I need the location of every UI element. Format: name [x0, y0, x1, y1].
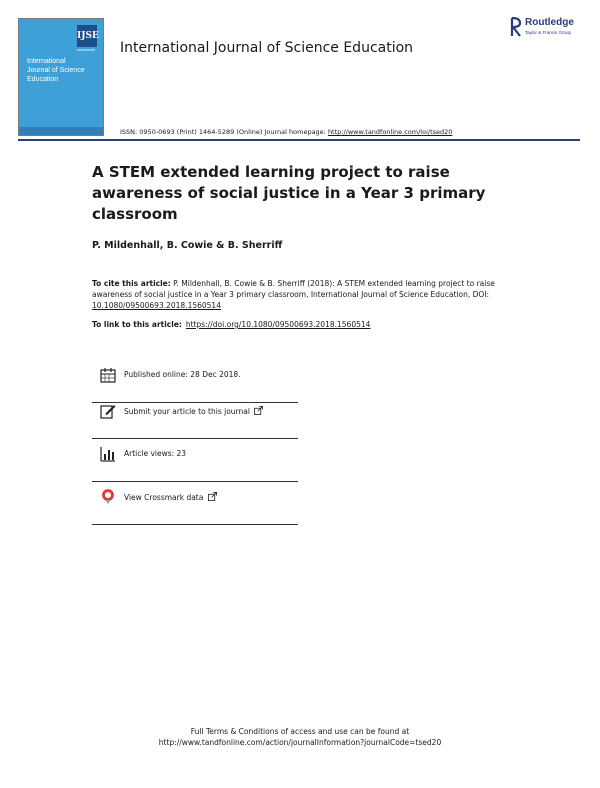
article-title: A STEM extended learning project to raise awareness of social justice in a Year 3 primary classroom: [92, 163, 486, 223]
external-link-icon: [254, 406, 263, 415]
article-authors: P. Mildenhall, B. Cowie & B. Sherriff: [92, 240, 283, 251]
submit-article-row[interactable]: [92, 403, 298, 439]
issn-text: ISSN: 0950-0693 (Print) 1464-5289 (Online) Journal homepage:: [120, 128, 328, 136]
published-online-row: [92, 367, 298, 403]
article-url-link[interactable]: https://doi.org/10.1080/09500693.2018.1560514: [185, 320, 371, 329]
cover-logo: IJSE: [77, 25, 97, 47]
footer-terms-link[interactable]: http://www.tandfonline.com/action/journalInformation?journalCode=tsed20: [158, 738, 442, 747]
published-online-label: Published online: 28 Dec 2018.: [124, 370, 241, 379]
journal-cover-image: [18, 18, 104, 136]
citation-block: [92, 278, 522, 311]
bar-chart-icon: [100, 446, 116, 462]
crossmark-link[interactable]: [124, 492, 217, 502]
footer-terms: [0, 726, 600, 748]
crossmark-label: View Crossmark data: [124, 493, 204, 502]
article-views-label: Article views: 23: [124, 449, 187, 458]
journal-title: International Journal of Science Education: [120, 40, 414, 56]
doi-link[interactable]: 10.1080/09500693.2018.1560514: [92, 301, 221, 310]
submit-article-link[interactable]: [124, 406, 263, 416]
journal-homepage-link[interactable]: http://www.tandfonline.com/loi/tsed20: [327, 128, 453, 136]
article-views-row: [92, 446, 298, 482]
link-block: [92, 320, 370, 329]
crossmark-row[interactable]: [92, 489, 298, 525]
cover-decoration: [77, 49, 95, 51]
cover-title: International Journal of Science Education: [27, 58, 85, 83]
publisher-subtitle: Taylor & Francis Group: [525, 30, 572, 35]
link-label: To link to this article:: [92, 320, 182, 329]
citation-label: To cite this article:: [92, 279, 171, 288]
publisher-logo: [510, 15, 590, 45]
calendar-icon: [100, 367, 116, 383]
publisher-name: Routledge: [525, 17, 574, 28]
routledge-r-icon: [510, 17, 522, 37]
footer-line-1: Full Terms & Conditions of access and use can be found at: [190, 727, 410, 736]
cover-footer-band: [19, 127, 103, 135]
submit-article-label: Submit your article to this journal: [124, 407, 250, 416]
header-divider: [18, 139, 580, 141]
crossmark-icon: [100, 489, 116, 505]
issn-line: [120, 128, 452, 136]
edit-icon: [100, 403, 116, 419]
external-link-icon: [208, 492, 217, 501]
citation-text: P. Mildenhall, B. Cowie & B. Sherriff (2018): A STEM extended learning project to raise awareness of social justice in a Year 3 primary classroom, International Journal of Science Education, DOI:: [92, 279, 495, 299]
